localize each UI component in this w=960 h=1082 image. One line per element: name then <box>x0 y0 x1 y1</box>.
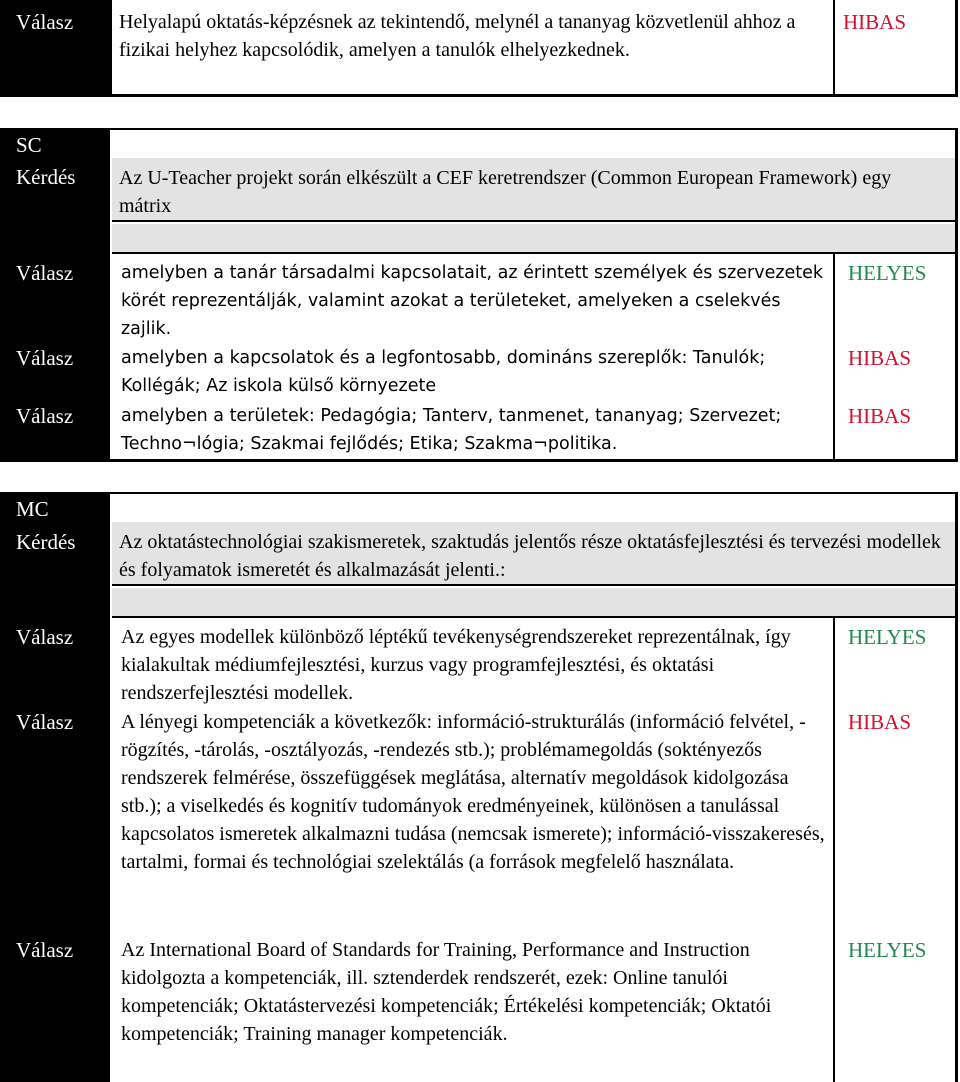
answer-status: HIBAS <box>848 346 912 370</box>
answer-text: amelyben a kapcsolatok és a legfontosabb, domináns szereplők: Tanulók; Kollégák; Az iskola külső környezete <box>121 348 766 396</box>
answer-label: Válasz <box>16 261 74 285</box>
sc-block <box>0 128 960 462</box>
answer-text: Az International Board of Standards for Training, Performance and Instruction kidolgozta a kompetenciák, ill. sztenderdek rendszerét, ezek: Online tanulói kompetenciák; Oktatástervezési kompetenciák; Értékelési kompetenciák; Oktatói kompetenciák; Training manager kompetenciák. <box>121 939 772 1045</box>
divider <box>833 618 835 1082</box>
divider <box>955 0 958 97</box>
divider <box>110 128 958 130</box>
answer-text: Helyalapú oktatás-képzésnek az tekintendő, melynél a tananyag közvetlenül ahhoz a fizikai helyhez kapcsolódik, amelyen a tanulók elhelyezkednek. <box>119 11 796 61</box>
divider <box>833 0 835 97</box>
answer-label: Válasz <box>16 625 74 649</box>
answer-text: A lényegi kompetenciák a következők: információ-strukturálás (információ felvétel, -rögzítés, -tárolás, -osztályozás, -rendezés stb.); problémamegoldás (soktényezős rendszerek felmérése, összefüggések meglátása, alternatív megoldások kidolgozása stb.); a viselkedés és kognitív tudományok eredményeinek, különösen a tanulással kapcsolatos ismeretek alkalmazni tudása (nemcsak ismerete); információ-visszakeresés, tartalmi, formai és technológiai szelektálás (a források megfelelő használata. <box>121 711 825 873</box>
answer-status: HELYES <box>848 625 927 649</box>
question-type-label: SC <box>16 133 42 157</box>
question-type-label: MC <box>16 497 49 521</box>
answer-label: Válasz <box>16 346 74 370</box>
answer-status: HIBAS <box>848 404 912 428</box>
divider <box>955 128 958 462</box>
question-box <box>112 522 955 586</box>
answer-text: Az egyes modellek különböző léptékű tevékenységrendszereket reprezentálnak, így kialakultak médiumfejlesztési, kurzus vagy programfejlesztési, és oktatási rendszerfejlesztési modellek. <box>121 626 791 704</box>
question-label: Kérdés <box>16 165 76 189</box>
answer-block-top <box>0 0 960 97</box>
question-label: Kérdés <box>16 530 76 554</box>
answer-status: HELYES <box>848 938 927 962</box>
divider <box>110 94 958 97</box>
answer-label: Válasz <box>16 938 74 962</box>
mc-block <box>0 492 960 1082</box>
answer-text: amelyben a területek: Pedagógia; Tanterv, tanmenet, tananyag; Szervezet; Techno¬lógia; Szakmai fejlődés; Etika; Szakma¬politika. <box>121 406 782 454</box>
divider <box>833 254 835 462</box>
answer-label: Válasz <box>16 404 74 428</box>
answer-text: amelyben a tanár társadalmi kapcsolatait, az érintett személyek és szervezetek körét reprezentálják, valamint azokat a területeket, amelyeken a cselekvés zajlik. <box>121 263 824 339</box>
answer-label: Válasz <box>16 710 74 734</box>
label-column <box>0 492 110 1082</box>
answer-status: HELYES <box>848 261 927 285</box>
divider <box>110 0 112 97</box>
divider <box>955 492 958 1082</box>
divider <box>110 459 958 462</box>
blank-row <box>112 224 955 254</box>
answer-label: Válasz <box>0 0 110 97</box>
divider <box>110 492 958 494</box>
blank-row <box>112 588 955 618</box>
answer-status: HIBAS <box>843 10 907 34</box>
question-box <box>112 158 955 222</box>
question-text: Az U-Teacher projekt során elkészült a CEF keretrendszer (Common European Framework) egy mátrix <box>119 167 892 217</box>
question-text: Az oktatástechnológiai szakismeretek, szaktudás jelentős része oktatásfejlesztési és tervezési modellek és folyamatok ismeretét és alkalmazását jelenti.: <box>119 531 941 581</box>
answer-status: HIBAS <box>848 710 912 734</box>
